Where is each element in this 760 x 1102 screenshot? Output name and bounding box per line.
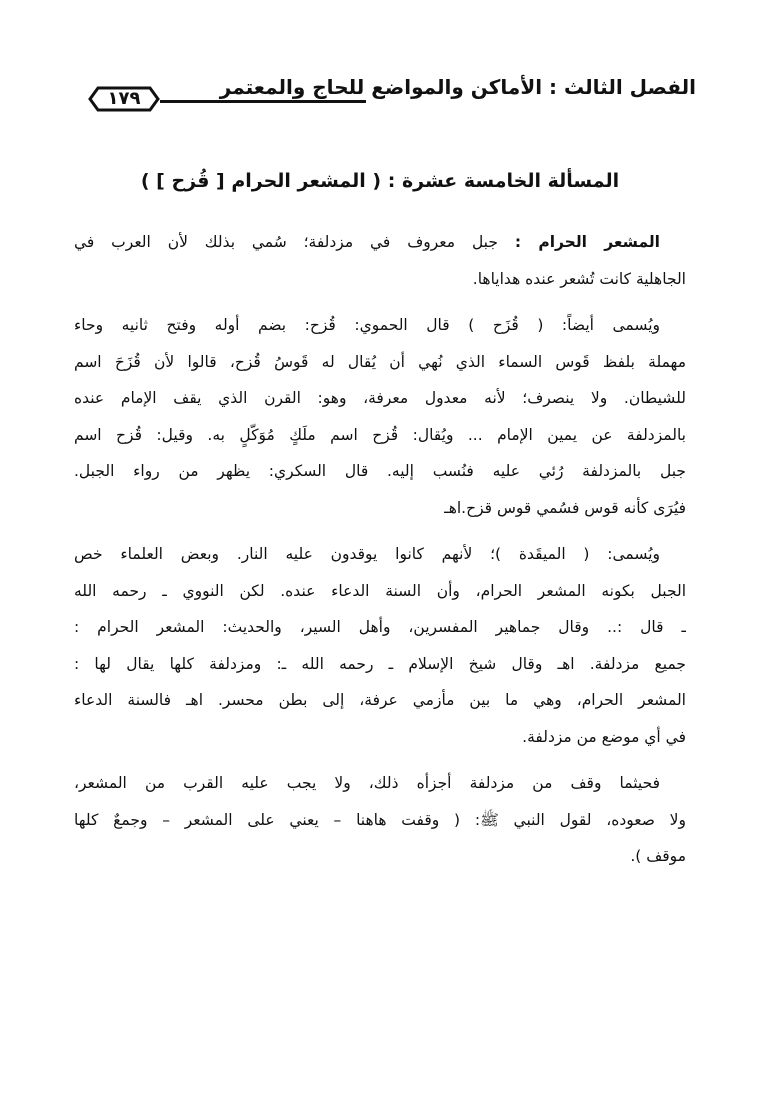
text-line: ويُسمى: ( الميقَدة )؛ لأنهم كانوا يوقدون عليه النار. وبعض العلماء خص: [74, 545, 660, 563]
text-line: موقف ).: [630, 847, 686, 865]
header-rule: [160, 100, 366, 103]
paragraph: [74, 224, 686, 297]
text-line: المشعر الحرام، وهي ما بين مأزمي عرفة، إلى بطن محسر. اهـ فالسنة الدعاء: [74, 691, 686, 709]
paragraph: [74, 765, 686, 875]
text-line: فيُرَى كأنه قوس فسُمي قوس قزح.اهـ: [444, 498, 686, 517]
running-header: [88, 70, 696, 114]
text-line: مهملة بلفظ قَوس السماء الذي نُهي أن يُقال له قَوسُ قُزح، قالوا لأن قُزَحَ اسم: [74, 352, 686, 371]
text-line: الجبل بكونه المشعر الحرام، وأن السنة الدعاء عنده. لكن النووي ـ رحمه الله: [74, 581, 686, 600]
text-line: بالمزدلفة عن يمين الإمام ... ويُقال: قُزح اسم ملَكٍ مُوَكّلٍ به. وقيل: قُزح اسم: [74, 425, 686, 444]
paragraph: [74, 307, 686, 526]
body-text: [74, 224, 686, 875]
text-line: فحيثما وقف من مزدلفة أجزأه ذلك، ولا يجب عليه القرب من المشعر،: [74, 774, 660, 792]
text-line: في أي موضع من مزدلفة.: [522, 727, 686, 746]
text-line: للشيطان. ولا ينصرف؛ لأنه معدول معرفة، وهو: القرن الذي يقف الإمام عنده: [74, 389, 686, 407]
text-line: جبل بالمزدلفة رُئي عليه فنُسب إليه. قال السكري: يظهر من رواء الجبل.: [74, 462, 686, 480]
text-segment: جبل معروف في مزدلفة؛ سُمي بذلك لأن العرب في: [74, 233, 498, 251]
page-number-frame: [88, 84, 160, 114]
text-line: جميع مزدلفة. اهـ وقال شيخ الإسلام ـ رحمه الله ـ: ومزدلفة كلها يقال لها :: [74, 654, 686, 673]
chapter-title: الفصل الثالث : الأماكن والمواضع للحاج والمعتمر: [219, 75, 696, 99]
section-heading: المسألة الخامسة عشرة : ( المشعر الحرام [ قُزح ] ): [140, 170, 620, 192]
paragraph: [74, 536, 686, 755]
text-line: الجاهلية كانت تُشعر عنده هداياها.: [472, 269, 686, 288]
defined-term: المشعر الحرام :: [514, 233, 660, 251]
text-line: ويُسمى أيضاً: ( قُزَح ) قال الحموي: قُزح: بضم أوله وفتح ثانيه وحاء: [74, 316, 660, 334]
page-number: ١٧٩: [107, 88, 141, 109]
text-line: ـ قال :.. وقال جماهير المفسرين، وأهل السير، والحديث: المشعر الحرام :: [74, 618, 686, 636]
text-line: ولا صعوده، لقول النبي ﷺ: ( وقفت هاهنا – يعني على المشعر – وجمعٌ كلها: [74, 810, 686, 829]
text-line: [74, 224, 686, 261]
